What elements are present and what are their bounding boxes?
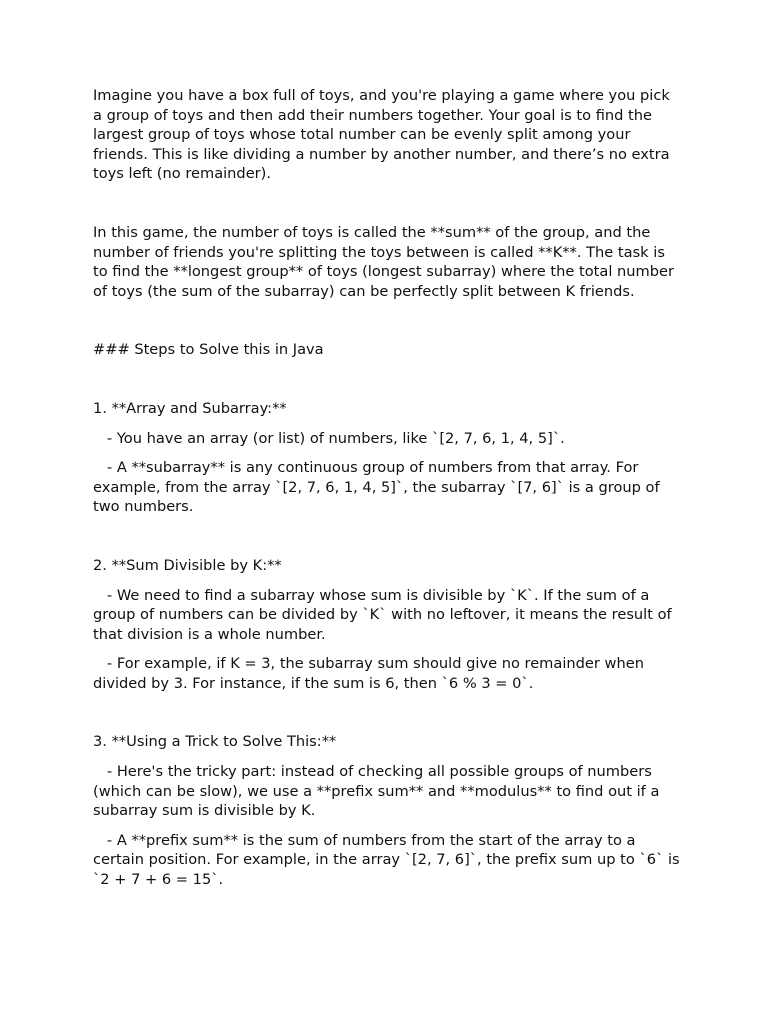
spacer <box>93 693 683 732</box>
step-3-title: 3. **Using a Trick to Solve This:** <box>93 733 337 751</box>
spacer <box>93 301 683 340</box>
intro-paragraph-2: In this game, the number of toys is called the **sum** of the group, and the number of friends you're splitting the toys between is called **K**. The task is to find the **longest group** of toys (longest subarray) where the total number of toys (the sum of the subarray) can be perfectly split between K friends. <box>93 223 679 300</box>
spacer <box>93 644 683 654</box>
spacer <box>93 184 683 223</box>
step-3-point-b: - A **prefix sum** is the sum of numbers from the start of the array to a certain position. For example, in the array `[2, 7, 6]`, the prefix sum up to `6` is `2 + 7 + 6 = 15`. <box>93 831 685 889</box>
spacer <box>93 517 683 556</box>
spacer <box>93 821 683 831</box>
spacer <box>93 419 683 429</box>
spacer <box>93 448 683 458</box>
step-1-point-a: - You have an array (or list) of numbers, like `[2, 7, 6, 1, 4, 5]`. <box>93 429 565 447</box>
step-2-point-a: - We need to find a subarray whose sum is divisible by `K`. If the sum of a group of numbers can be divided by `K` with no leftover, it means the result of that division is a whole number. <box>93 586 677 643</box>
step-2-point-b: - For example, if K = 3, the subarray sum should give no remainder when divided by 3. For instance, if the sum is 6, then `6 % 3 = 0`. <box>93 655 649 692</box>
spacer <box>93 752 683 762</box>
step-3-point-a: - Here's the tricky part: instead of checking all possible groups of numbers (which can be slow), we use a **prefix sum** and **modulus** to find out if a subarray sum is divisible by K. <box>93 763 665 820</box>
spacer <box>93 576 683 586</box>
intro-paragraph-1: Imagine you have a box full of toys, and you're playing a game where you pick a group of toys and then add their numbers together. Your goal is to find the largest group of toys whose total number can be evenly split among your friends. This is like dividing a number by another number, and there’s no extra toys left (no remainder). <box>93 87 675 183</box>
step-1-point-b: - A **subarray** is any continuous group of numbers from that array. For example, from the array `[2, 7, 6, 1, 4, 5]`, the subarray `[7, 6]` is a group of two numbers. <box>93 459 665 516</box>
step-1-title: 1. **Array and Subarray:** <box>93 399 287 417</box>
step-2-title: 2. **Sum Divisible by K:** <box>93 556 282 574</box>
section-heading: ### Steps to Solve this in Java <box>93 341 324 359</box>
spacer <box>93 360 683 399</box>
document-page <box>93 86 683 890</box>
